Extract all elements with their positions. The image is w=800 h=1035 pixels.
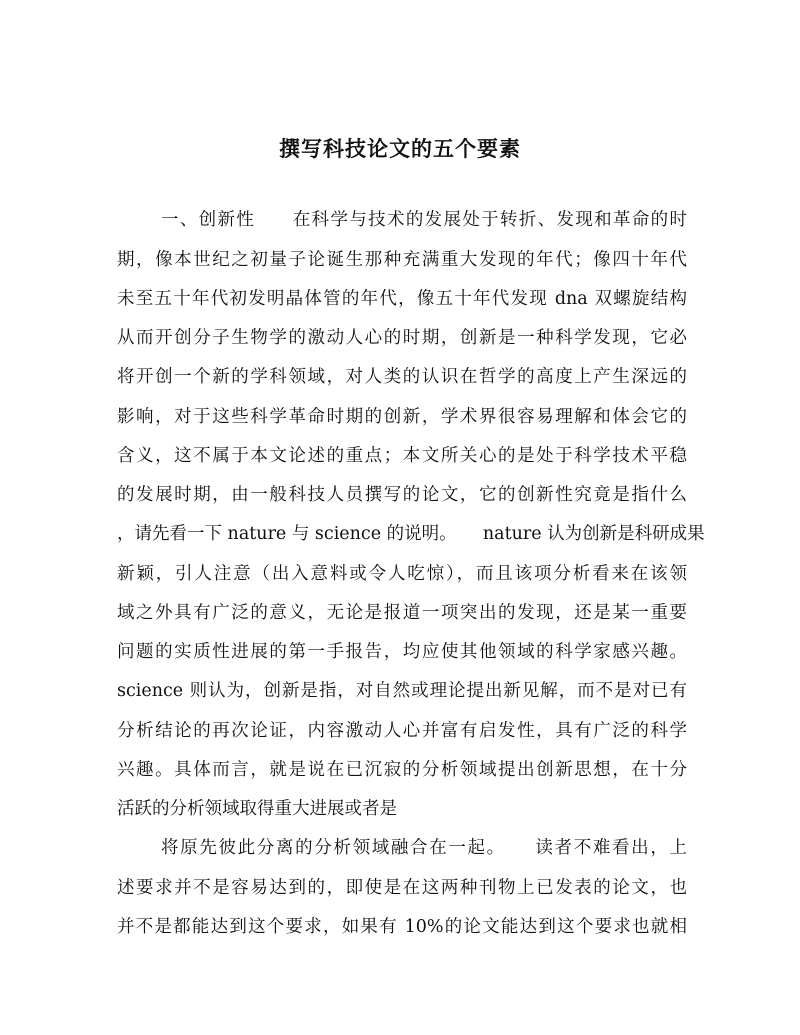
body-line: 域之外具有广泛的意义，无论是报道一项突出的发现，还是某一重要 [117,603,687,623]
body-line: 从而开创分子生物学的激动人心的时期，创新是一种科学发现，它必 [117,328,687,348]
body-line: 影响，对于这些科学革命时期的创新，学术界很容易理解和体会它的 [117,407,687,427]
body-line: 问题的实质性进展的第一手报告，均应使其他领域的科学家感兴趣。 [117,642,687,662]
body-line: 并不是都能达到这个要求，如果有 10%的论文能达到这个要求也就相 [117,917,687,937]
body-line: 分析结论的再次论证，内容激动人心并富有启发性，具有广泛的科学 [117,721,687,741]
body-line: 述要求并不是容易达到的，即使是在这两种刊物上已发表的论文，也 [117,878,687,898]
body-line: 未至五十年代初发明晶体管的年代，像五十年代发现 dna 双螺旋结构 [117,289,687,309]
body-line: ，请先看一下 nature 与 science 的说明。 nature 认为创新是科研成果 [117,524,705,544]
body-line: 一、创新性 在科学与技术的发展处于转折、发现和革命的时 [161,210,687,230]
body-line: science 则认为，创新是指，对自然或理论提出新见解，而不是对已有 [117,681,687,701]
body-line: 活跃的分析领域取得重大进展或者是 [117,799,397,819]
body-line: 将开创一个新的学科领域，对人类的认识在哲学的高度上产生深远的 [117,367,687,387]
body-line: 的发展时期，由一般科技人员撰写的论文，它的创新性究竟是指什么 [117,485,687,505]
body-line: 兴趣。具体而言，就是说在已沉寂的分析领域提出创新思想，在十分 [117,760,687,780]
body-line: 含义，这不属于本文论述的重点；本文所关心的是处于科学技术平稳 [117,446,687,466]
document-title: 撰写科技论文的五个要素 [279,136,521,161]
body-line: 将原先彼此分离的分析领域融合在一起。 读者不难看出，上 [161,838,687,858]
body-line: 期，像本世纪之初量子论诞生那种充满重大发现的年代；像四十年代 [117,250,687,270]
body-line: 新颖，引人注意（出入意料或令人吃惊），而且该项分析看来在该领 [117,564,687,584]
